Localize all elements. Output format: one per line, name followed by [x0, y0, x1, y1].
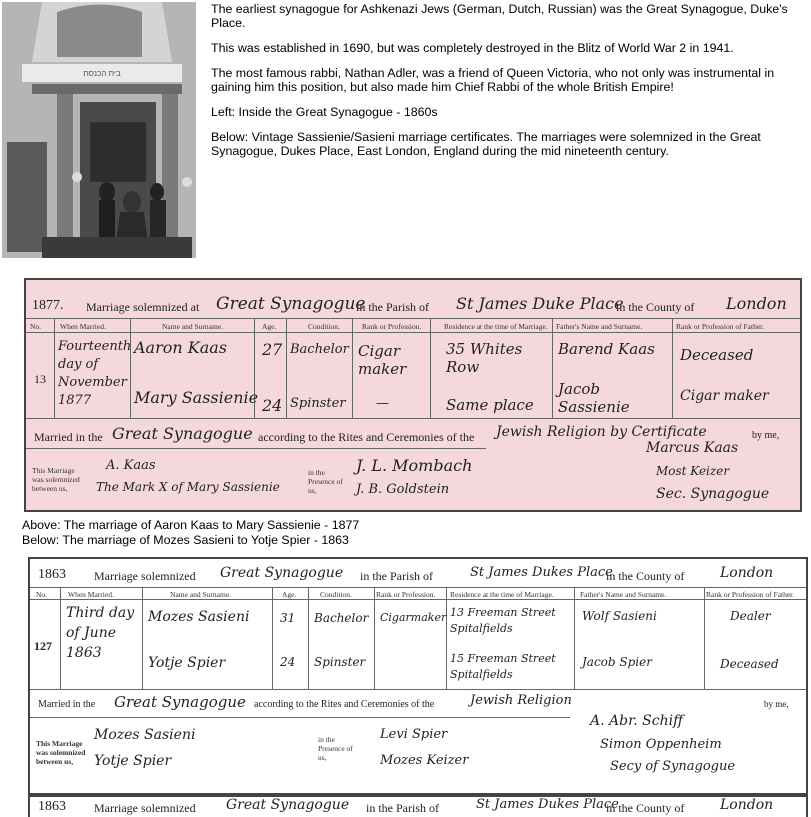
groom-age: 27	[262, 340, 283, 359]
header-father-rank: Rank or Profession of Father.	[676, 322, 765, 331]
witness-2: J. B. Goldstein	[356, 482, 450, 497]
bride-age: 24	[280, 655, 296, 669]
married-in-label: Married in the	[34, 430, 103, 444]
header-condition: Condition.	[320, 590, 352, 599]
cert-solemnized-label: Marriage solemnized at	[86, 300, 200, 314]
groom-name: Mozes Sasieni	[148, 609, 250, 625]
cert-solemnized-label: Marriage solemnized	[94, 801, 196, 815]
intro-paragraph: Left: Inside the Great Synagogue - 1860s	[211, 105, 438, 119]
header-residence: Residence at the time of Marriage.	[444, 322, 548, 331]
cert-number: 127	[34, 639, 52, 653]
groom-father-rank: Deceased	[680, 346, 754, 364]
groom-age: 31	[280, 611, 296, 625]
caption-below: Below: The marriage of Mozes Sasieni to Yotje Spier - 1863	[22, 533, 349, 547]
header-when: When Married.	[60, 322, 106, 331]
groom-condition: Bachelor	[314, 611, 369, 625]
bride-condition: Spinster	[290, 396, 346, 411]
synagogue-photo-drawing	[2, 2, 196, 258]
intro-paragraph: Below: Vintage Sassienie/Sasieni marriage certificates. The marriages were solemnized in the Great Synagogue, Dukes Place, East London, England during the mid nineteenth century.	[211, 130, 761, 158]
cert-parish-label: in the Parish of	[360, 569, 433, 583]
header-age: Age.	[262, 322, 277, 331]
caption-above: Above: The marriage of Aaron Kaas to Mary Sassienie - 1877	[22, 518, 360, 532]
cert-parish: St James Duke Place	[456, 294, 624, 313]
married-place: Great Synagogue	[112, 424, 253, 443]
header-condition: Condition.	[308, 322, 340, 331]
header-no: No.	[30, 322, 42, 331]
groom-profession: Cigar maker	[358, 342, 407, 378]
photo-hebrew-inscription: בית הכנסת	[83, 69, 121, 78]
cert-place: Great Synagogue	[216, 294, 366, 314]
officiant-1: Marcus Kaas	[646, 440, 739, 456]
witness-1: J. L. Mombach	[356, 456, 473, 475]
groom-profession: Cigarmaker	[380, 611, 447, 624]
header-father: Father's Name and Surname.	[556, 322, 643, 331]
header-rank: Rank or Profession.	[376, 590, 436, 599]
cert-county: London	[720, 797, 774, 813]
cert-place: Great Synagogue	[220, 565, 344, 581]
sign-bride: The Mark X of Mary Sassienie	[96, 480, 280, 494]
groom-father-rank: Dealer	[730, 609, 771, 623]
married-place: Great Synagogue	[114, 693, 246, 711]
groom-residence: 13 Freeman Street Spitalfields	[450, 606, 556, 635]
bride-father-rank: Cigar maker	[680, 388, 769, 404]
header-name: Name and Surname.	[162, 322, 224, 331]
cert-place: Great Synagogue	[226, 797, 350, 813]
witness-1: Levi Spier	[380, 727, 448, 742]
solemnized-between-label: This Marriage was solemnized between us,	[36, 739, 86, 766]
sign-groom: A. Kaas	[106, 458, 156, 473]
officiant-1: A. Abr. Schiff	[590, 713, 683, 729]
cert-year: 1863	[38, 567, 66, 582]
marriage-certificate-partial	[28, 795, 808, 817]
header-father-rank: Rank or Profession of Father.	[706, 590, 795, 599]
cert-year: 1863	[38, 799, 66, 814]
cert-date: Third day of June 1863	[66, 605, 135, 661]
officiant-2: Simon Oppenheim	[600, 737, 722, 752]
marriage-certificate-1863	[28, 557, 808, 795]
religion: Jewish Religion by Certificate	[496, 424, 707, 440]
cert-solemnized-label: Marriage solemnized	[94, 569, 196, 583]
cert-county-label: in the County of	[606, 569, 685, 583]
header-no: No.	[36, 590, 48, 599]
cert-number: 13	[34, 372, 46, 386]
intro-paragraph: The most famous rabbi, Nathan Adler, was a friend of Queen Victoria, who not only was instrumental in gaining him this position, but also made him Chief Rabbi of the whole British Empire!	[211, 66, 775, 94]
solemnized-between-label: This Marriage was solemnized between us,	[32, 466, 80, 493]
header-when: When Married.	[68, 590, 114, 599]
header-name: Name and Surname.	[170, 590, 232, 599]
bride-name: Mary Sassienie	[134, 388, 259, 407]
intro-text	[211, 2, 801, 169]
presence-label: in the Presence of us,	[318, 735, 353, 762]
bride-profession: —	[376, 396, 389, 411]
cert-county-label: in the County of	[606, 801, 685, 815]
officiant-2: Most Keizer	[656, 464, 730, 478]
synagogue-interior-photo	[2, 2, 196, 258]
by-me-label: by me,	[764, 699, 789, 709]
header-age: Age.	[282, 590, 297, 599]
cert-parish-label: in the Parish of	[366, 801, 439, 815]
intro-paragraph: The earliest synagogue for Ashkenazi Jews (German, Dutch, Russian) was the Great Synagogue, Duke's Place.	[211, 2, 788, 30]
sign-groom: Mozes Sasieni	[94, 727, 196, 743]
marriage-certificate-1877	[24, 278, 802, 512]
officiant-3: Sec. Synagogue	[656, 486, 770, 502]
presence-label: in the Presence of us,	[308, 468, 343, 495]
rites-label: according to the Rites and Ceremonies of the	[258, 430, 475, 444]
by-me-label: by me,	[752, 430, 780, 441]
cert-parish: St James Dukes Place	[470, 565, 613, 580]
cert-county-label: in the County of	[616, 300, 695, 314]
bride-residence: 15 Freeman Street Spitalfields	[450, 652, 556, 681]
cert-date: Fourteenth day of November 1877	[58, 339, 132, 408]
cert-parish: St James Dukes Place	[476, 797, 619, 812]
bride-father-rank: Deceased	[720, 657, 779, 671]
bride-father: Jacob Sassienie	[558, 380, 630, 416]
groom-condition: Bachelor	[290, 342, 349, 357]
bride-name: Yotje Spier	[148, 655, 226, 671]
intro-paragraph: This was established in 1690, but was completely destroyed in the Blitz of World War 2 in 1941.	[211, 41, 734, 55]
married-in-label: Married in the	[38, 699, 96, 710]
bride-father: Jacob Spier	[582, 655, 652, 669]
header-father: Father's Name and Surname.	[580, 590, 667, 599]
religion: Jewish Religion	[470, 693, 572, 708]
header-residence: Residence at the time of Marriage.	[450, 590, 554, 599]
groom-residence: 35 Whites Row	[446, 340, 523, 376]
cert-parish-label: in the Parish of	[356, 300, 429, 314]
groom-name: Aaron Kaas	[134, 338, 228, 357]
cert-county: London	[726, 294, 787, 313]
witness-2: Mozes Keizer	[380, 753, 469, 768]
groom-father: Barend Kaas	[558, 340, 655, 358]
bride-residence: Same place	[446, 396, 534, 414]
officiant-3: Secy of Synagogue	[610, 759, 736, 774]
cert-year: 1877.	[32, 298, 64, 313]
rites-label: according to the Rites and Ceremonies of the	[254, 699, 435, 710]
cert-county: London	[720, 565, 774, 581]
bride-condition: Spinster	[314, 655, 366, 669]
groom-father: Wolf Sasieni	[582, 609, 657, 623]
sign-bride: Yotje Spier	[94, 753, 172, 769]
bride-age: 24	[262, 396, 283, 415]
header-rank: Rank or Profession.	[362, 322, 422, 331]
